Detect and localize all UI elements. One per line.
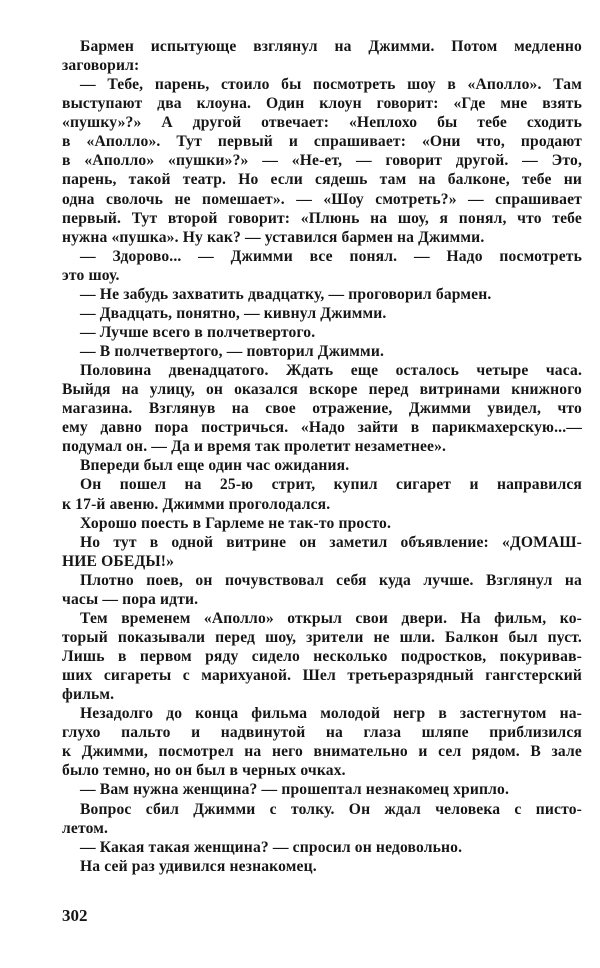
text-line: — Не забудь захватить двадцатку, — проговорил бармен.: [80, 285, 492, 303]
paragraph: [62, 75, 582, 247]
paragraph: [62, 247, 582, 285]
text-line: нужна «пушка». Ну как? — уставился бармен на Джимми.: [62, 228, 485, 246]
paragraph: [62, 475, 582, 513]
text-line: в «Аполло». Тут первый и спрашивает: «Они что, продают: [62, 133, 582, 151]
text-line: Но тут в одной витрине он заметил объявление: «ДОМАШ-: [80, 533, 582, 551]
text-line: одна сволочь не помешает». — «Шоу смотреть?» — спрашивает: [62, 190, 582, 208]
paragraph: [62, 571, 582, 609]
paragraph: [62, 514, 582, 533]
text-line: Лишь в первом ряду сидело несколько подростков, покуривав-: [62, 648, 582, 665]
text-line: Впереди был еще один час ожидания.: [80, 457, 350, 475]
text-line: — Тебе, парень, стоило бы посмотреть шоу в «Аполло». Там: [80, 76, 582, 94]
paragraph: [62, 37, 582, 75]
paragraph: [62, 456, 582, 475]
text-line: к 17-й авеню. Джимми проголодался.: [62, 495, 331, 513]
text-line: Бармен испытующе взглянул на Джимми. Потом медленно: [80, 38, 582, 55]
text-line: было темно, но он был в черных очках.: [62, 762, 346, 780]
text-line: летом.: [62, 819, 109, 837]
paragraph: [62, 704, 582, 780]
text-line: «пушку»?» А другой отвечает: «Неплохо бы тебе сходить: [62, 114, 582, 132]
text-line: глухо пальто и надвинутой на глаза шляпе приблизился: [62, 724, 582, 742]
text-line: ему давно пора постричься. «Надо зайти в парикмахерскую...—: [62, 419, 582, 437]
paragraph: [62, 780, 582, 799]
text-line: Вопрос сбил Джимми с толку. Он ждал человека с писто-: [80, 800, 582, 818]
text-line: — Лучше всего в полчетвертого.: [80, 323, 316, 341]
text-line: Половина двенадцатого. Ждать еще осталось четыре часа.: [80, 362, 582, 380]
page-number: 302: [62, 906, 88, 925]
text-line: заговорил:: [62, 57, 140, 75]
text-line: Выйдя на улицу, он оказался вскоре перед витринами книжного: [62, 381, 582, 399]
text-line: ших сигареты с марихуаной. Шел третьеразрядный гангстерский: [62, 667, 582, 685]
text-line: в «Аполло» «пушки»?» — «Не-ет, — говорит другой. — Это,: [62, 152, 582, 170]
paragraph: [62, 304, 582, 323]
paragraph: [62, 533, 582, 571]
text-line: Незадолго до конца фильма молодой негр в застегнутом на-: [80, 705, 582, 723]
text-line: фильм.: [62, 686, 115, 704]
paragraph: [62, 285, 582, 304]
text-line: подумал он. — Да и время так пролетит незаметнее».: [62, 438, 447, 456]
text-line: торый показывали перед шоу, зрители не шли. Балкон был пуст.: [62, 628, 582, 646]
text-line: — Двадцать, понятно, — кивнул Джимми.: [80, 304, 387, 322]
text-line: — Вам нужна женщина? — прошептал незнакомец хрипло.: [80, 781, 510, 799]
text-line: это шоу.: [62, 266, 120, 284]
text-line: НИЕ ОБЕДЫ!»: [62, 552, 175, 570]
paragraph: [62, 361, 582, 456]
paragraph: [62, 342, 582, 361]
text-line: — Какая такая женщина? — спросил он недовольно.: [80, 838, 463, 856]
text-line: — В полчетвертого, — повторил Джимми.: [80, 343, 385, 360]
text-line: первый. Тут второй говорит: «Плюнь на шоу, я понял, что тебе: [62, 209, 582, 227]
paragraph: [62, 857, 582, 876]
book-page-text: [62, 37, 582, 876]
paragraph: [62, 800, 582, 838]
text-line: Плотно поев, он почувствовал себя куда лучше. Взглянул на: [80, 571, 582, 589]
paragraph: [62, 323, 582, 342]
text-line: часы — пора идти.: [62, 590, 199, 608]
text-line: — Здорово... — Джимми все понял. — Надо посмотреть: [80, 247, 582, 265]
text-line: Тем временем «Аполло» открыл свои двери. На фильм, ко-: [80, 609, 582, 627]
text-line: парень, такой театр. Но если сядешь там на балконе, тебе ни: [62, 171, 582, 189]
text-line: магазина. Взглянув на свое отражение, Джимми увидел, что: [62, 400, 582, 418]
text-line: выступают два клоуна. Один клоун говорит: «Где мне взять: [62, 95, 582, 113]
text-line: Хорошо поесть в Гарлеме не так-то просто.: [80, 514, 392, 532]
text-line: На сей раз удивился незнакомец.: [80, 857, 317, 875]
paragraph: [62, 838, 582, 857]
text-line: Он пошел на 25-ю стрит, купил сигарет и направился: [80, 476, 582, 494]
text-line: к Джимми, посмотрел на него внимательно и сел рядом. В зале: [62, 743, 582, 761]
paragraph: [62, 609, 582, 704]
